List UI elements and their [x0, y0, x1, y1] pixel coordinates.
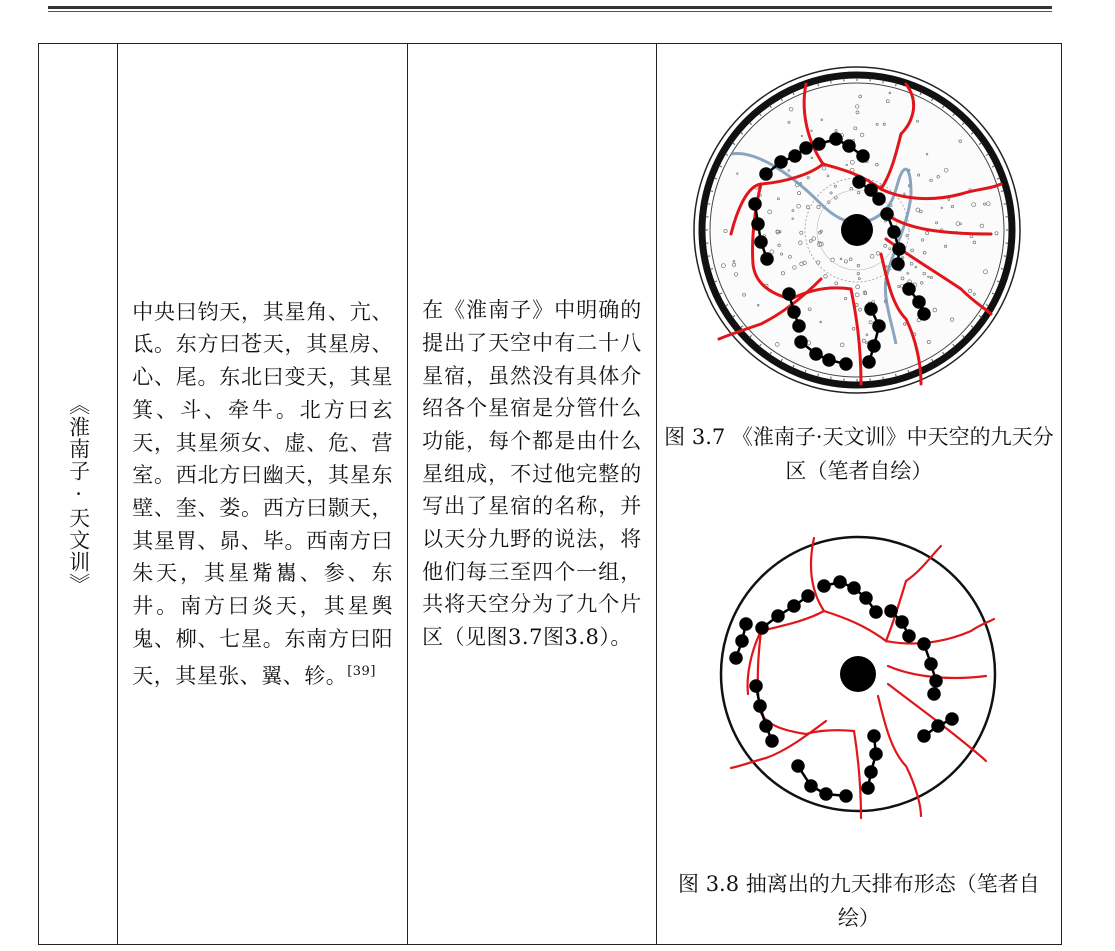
star-dot	[783, 289, 794, 300]
star-dot	[932, 721, 943, 732]
star-dot	[736, 636, 747, 647]
star-dot	[892, 259, 903, 270]
star-dot	[766, 736, 777, 747]
star-dot	[800, 143, 811, 154]
star-dot	[857, 151, 868, 162]
star-dot	[865, 767, 876, 778]
header-rule-thick	[48, 6, 1052, 9]
star-dot	[755, 237, 766, 248]
star-dot	[788, 601, 799, 612]
star-dot	[862, 783, 873, 794]
star-dot	[873, 321, 884, 332]
star-dot	[802, 591, 813, 602]
comparison-table	[38, 43, 1062, 945]
star-dot	[740, 619, 751, 630]
star-dot	[918, 309, 929, 320]
star-dot	[756, 623, 767, 634]
star-dot	[818, 581, 829, 592]
star-dot	[848, 583, 859, 594]
star-dot	[760, 169, 771, 180]
star-dot	[873, 194, 884, 205]
star-dot	[795, 337, 806, 348]
star-dot	[810, 349, 821, 360]
star-dot	[830, 134, 841, 145]
star-dot	[870, 749, 881, 760]
table-row	[39, 44, 1062, 945]
star-dot	[823, 355, 834, 366]
source-title: 《淮南子·天文训》	[66, 393, 91, 595]
source-title-cell	[39, 44, 118, 945]
star-dot	[775, 157, 786, 168]
analysis-text: 在《淮南子》中明确的提出了天空中有二十八星宿，虽然没有具体介绍各个星宿是分管什么功能，每个都是由什么星组成，不过他完整的写出了星宿的名称，并以天分九野的说法，将他们每三至四个一组，共将天空分为了九个片区（见图3.7图3.8）。	[422, 298, 642, 650]
star-dot	[930, 676, 941, 687]
star-dot	[840, 791, 851, 802]
figure-3-7-caption: 图 3.7 《淮南子·天文训》中天空的九天分区（笔者自绘）	[664, 425, 1054, 483]
figure-3-8-abstract	[716, 526, 1000, 826]
star-dot	[946, 714, 957, 725]
star-dot	[853, 177, 864, 188]
star-dot	[752, 219, 763, 230]
star-dot	[865, 304, 876, 315]
star-dot	[772, 611, 783, 622]
star-dot	[863, 357, 874, 368]
star-dot	[896, 617, 907, 628]
star-dot	[913, 297, 924, 308]
star-dot	[730, 653, 741, 664]
source-text-body: 中央曰钧天，其星角、亢、氐。东方曰苍天，其星房、心、尾。东北曰变天，其星箕、斗、牵牛。北方曰玄天，其星须女、虚、危、营室。西北方曰幽天，其星东壁、奎、娄。西方曰颢天，其星胃、昴、毕。西南方曰朱天，其星觜巂、参、东井。南方曰炎天，其星舆鬼、柳、七星。东南方曰阳天，其星张、翼、轸。	[132, 299, 394, 688]
source-text	[118, 296, 407, 692]
star-dot	[885, 606, 896, 617]
star-dot	[754, 701, 765, 712]
star-dot	[903, 284, 914, 295]
star-dot	[820, 789, 831, 800]
star-dot	[928, 689, 939, 700]
star-dot	[843, 141, 854, 152]
star-dot	[793, 321, 804, 332]
source-text-cell	[118, 44, 408, 945]
star-dot	[805, 781, 816, 792]
star-dot	[918, 639, 929, 650]
star-dot	[881, 209, 892, 220]
star-dot	[860, 593, 871, 604]
star-dot	[903, 631, 914, 642]
star-dot	[868, 731, 879, 742]
star-dot	[813, 139, 824, 150]
analysis-cell	[408, 44, 657, 945]
star-dot	[925, 659, 936, 670]
star-dot	[761, 254, 772, 265]
star-dot	[840, 359, 851, 370]
figure-3-8-caption: 图 3.8 抽离出的九天排布形态（笔者自绘）	[678, 872, 1040, 930]
star-dot	[792, 761, 803, 772]
star-dot	[750, 681, 761, 692]
star-dot	[834, 577, 845, 588]
star-dot	[870, 607, 881, 618]
citation-marker: [39]	[347, 663, 376, 679]
star-dot	[868, 341, 879, 352]
header-rule-thin	[48, 11, 1052, 12]
figure-3-7-star-map	[691, 64, 1023, 396]
star-dot	[888, 227, 899, 238]
star-dot	[893, 244, 904, 255]
star-dot	[760, 721, 771, 732]
star-dot	[918, 731, 929, 742]
star-dot	[789, 151, 800, 162]
star-dot	[788, 307, 799, 318]
star-dot	[749, 199, 760, 210]
figure-cell	[656, 44, 1061, 945]
